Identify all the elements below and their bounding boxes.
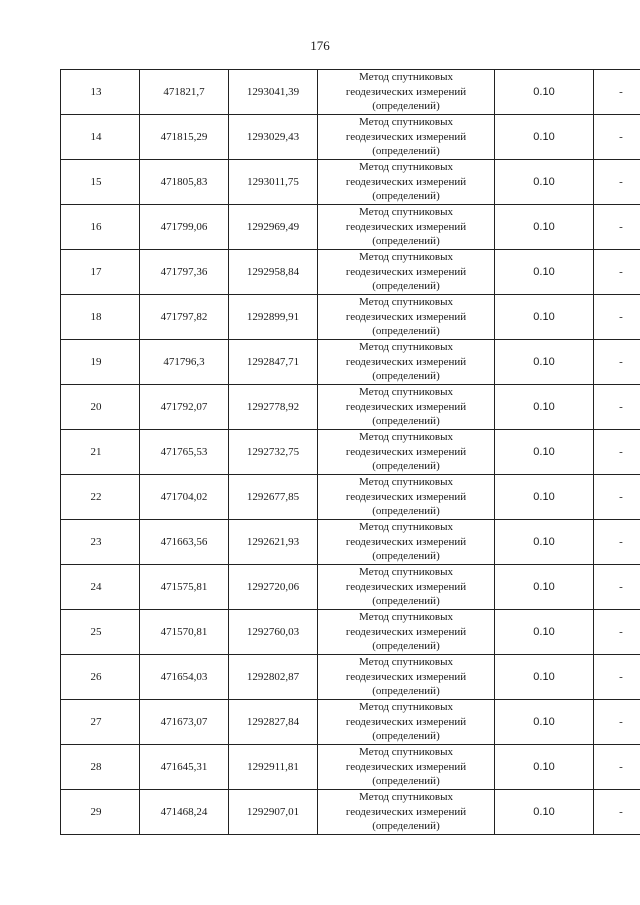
table-row [61,655,640,700]
method-text-line: Метод спутниковых [359,791,453,804]
table-row [61,475,640,520]
method-text-line: геодезических измерений [345,760,467,773]
method-text-line: (определений) [372,460,440,473]
note-cell: - [594,565,640,610]
method-cell [318,115,495,160]
note-cell: - [594,430,640,475]
x-coordinate-cell: 471673,07 [140,700,229,745]
table-row [61,250,640,295]
method-text-line: (определений) [372,685,440,698]
method-text-line: (определений) [372,730,440,743]
method-text-line: (определений) [372,820,440,833]
note-cell: - [594,295,640,340]
accuracy-cell: 0.10 [495,700,594,745]
table-row [61,160,640,205]
y-coordinate-cell: 1292720,06 [229,565,318,610]
method-cell [318,70,495,115]
accuracy-cell: 0.10 [495,70,594,115]
x-coordinate-cell: 471799,06 [140,205,229,250]
x-coordinate-cell: 471468,24 [140,790,229,835]
method-text-line: (определений) [372,100,440,113]
method-cell [318,700,495,745]
method-text-line: Метод спутниковых [359,296,453,309]
x-coordinate-cell: 471797,36 [140,250,229,295]
x-coordinate-cell: 471815,29 [140,115,229,160]
note-cell: - [594,250,640,295]
method-text-line: геодезических измерений [345,85,467,98]
method-text-line: геодезических измерений [345,175,467,188]
method-text-line: геодезических измерений [345,130,467,143]
y-coordinate-cell: 1293029,43 [229,115,318,160]
y-coordinate-cell: 1293041,39 [229,70,318,115]
method-text-line: (определений) [372,505,440,518]
note-cell: - [594,340,640,385]
point-number-cell: 28 [61,745,140,790]
table-row [61,385,640,430]
table-row [61,430,640,475]
accuracy-cell: 0.10 [495,745,594,790]
table-row [61,700,640,745]
method-text-line: геодезических измерений [345,580,467,593]
y-coordinate-cell: 1292969,49 [229,205,318,250]
x-coordinate-cell: 471797,82 [140,295,229,340]
note-cell: - [594,160,640,205]
method-text-line: геодезических измерений [345,265,467,278]
note-cell: - [594,385,640,430]
note-cell: - [594,700,640,745]
note-cell: - [594,475,640,520]
coordinates-table-body [61,70,640,835]
accuracy-cell: 0.10 [495,340,594,385]
method-text-line: Метод спутниковых [359,386,453,399]
method-text-line: геодезических измерений [345,400,467,413]
method-text-line: (определений) [372,550,440,563]
point-number-cell: 25 [61,610,140,655]
method-cell [318,790,495,835]
x-coordinate-cell: 471704,02 [140,475,229,520]
method-cell [318,295,495,340]
accuracy-cell: 0.10 [495,295,594,340]
method-text-line: геодезических измерений [345,670,467,683]
point-number-cell: 18 [61,295,140,340]
method-text-line: геодезических измерений [345,490,467,503]
accuracy-cell: 0.10 [495,250,594,295]
table-row [61,115,640,160]
accuracy-cell: 0.10 [495,205,594,250]
y-coordinate-cell: 1292899,91 [229,295,318,340]
point-number-cell: 19 [61,340,140,385]
method-text-line: Метод спутниковых [359,251,453,264]
method-text-line: (определений) [372,775,440,788]
note-cell: - [594,70,640,115]
method-text-line: (определений) [372,145,440,158]
y-coordinate-cell: 1292778,92 [229,385,318,430]
method-text-line: Метод спутниковых [359,116,453,129]
note-cell: - [594,655,640,700]
table-row [61,340,640,385]
note-cell: - [594,205,640,250]
method-text-line: (определений) [372,190,440,203]
table-row [61,565,640,610]
method-text-line: Метод спутниковых [359,161,453,174]
coordinates-table [60,69,640,835]
x-coordinate-cell: 471663,56 [140,520,229,565]
method-cell [318,655,495,700]
y-coordinate-cell: 1292907,01 [229,790,318,835]
table-row [61,610,640,655]
accuracy-cell: 0.10 [495,520,594,565]
accuracy-cell: 0.10 [495,655,594,700]
method-text-line: Метод спутниковых [359,521,453,534]
accuracy-cell: 0.10 [495,160,594,205]
method-cell [318,205,495,250]
x-coordinate-cell: 471765,53 [140,430,229,475]
table-row [61,520,640,565]
y-coordinate-cell: 1292621,93 [229,520,318,565]
note-cell: - [594,790,640,835]
y-coordinate-cell: 1292802,87 [229,655,318,700]
note-cell: - [594,610,640,655]
point-number-cell: 16 [61,205,140,250]
note-cell: - [594,115,640,160]
accuracy-cell: 0.10 [495,115,594,160]
y-coordinate-cell: 1292847,71 [229,340,318,385]
note-cell: - [594,745,640,790]
method-cell [318,340,495,385]
method-text-line: Метод спутниковых [359,746,453,759]
method-cell [318,745,495,790]
x-coordinate-cell: 471805,83 [140,160,229,205]
point-number-cell: 24 [61,565,140,610]
y-coordinate-cell: 1292677,85 [229,475,318,520]
point-number-cell: 23 [61,520,140,565]
table-row [61,295,640,340]
method-cell [318,430,495,475]
point-number-cell: 27 [61,700,140,745]
page-number: 176 [310,38,330,53]
table-row [61,790,640,835]
table-row [61,70,640,115]
method-text-line: геодезических измерений [345,625,467,638]
method-text-line: геодезических измерений [345,805,467,818]
point-number-cell: 29 [61,790,140,835]
x-coordinate-cell: 471654,03 [140,655,229,700]
y-coordinate-cell: 1292732,75 [229,430,318,475]
method-cell [318,385,495,430]
method-text-line: геодезических измерений [345,445,467,458]
method-cell [318,565,495,610]
method-text-line: (определений) [372,415,440,428]
y-coordinate-cell: 1293011,75 [229,160,318,205]
accuracy-cell: 0.10 [495,565,594,610]
point-number-cell: 26 [61,655,140,700]
x-coordinate-cell: 471792,07 [140,385,229,430]
method-cell [318,610,495,655]
x-coordinate-cell: 471645,31 [140,745,229,790]
method-text-line: геодезических измерений [345,715,467,728]
x-coordinate-cell: 471570,81 [140,610,229,655]
point-number-cell: 22 [61,475,140,520]
table-row [61,205,640,250]
accuracy-cell: 0.10 [495,790,594,835]
point-number-cell: 17 [61,250,140,295]
method-cell [318,160,495,205]
method-text-line: геодезических измерений [345,310,467,323]
point-number-cell: 15 [61,160,140,205]
method-cell [318,475,495,520]
accuracy-cell: 0.10 [495,475,594,520]
method-text-line: Метод спутниковых [359,206,453,219]
method-cell [318,250,495,295]
method-text-line: Метод спутниковых [359,566,453,579]
method-text-line: Метод спутниковых [359,341,453,354]
method-text-line: (определений) [372,640,440,653]
method-text-line: Метод спутниковых [359,476,453,489]
accuracy-cell: 0.10 [495,430,594,475]
point-number-cell: 20 [61,385,140,430]
method-text-line: (определений) [372,325,440,338]
method-text-line: геодезических измерений [345,220,467,233]
method-text-line: Метод спутниковых [359,431,453,444]
point-number-cell: 13 [61,70,140,115]
method-text-line: геодезических измерений [345,535,467,548]
method-text-line: (определений) [372,235,440,248]
y-coordinate-cell: 1292958,84 [229,250,318,295]
x-coordinate-cell: 471821,7 [140,70,229,115]
method-text-line: (определений) [372,370,440,383]
y-coordinate-cell: 1292760,03 [229,610,318,655]
x-coordinate-cell: 471575,81 [140,565,229,610]
y-coordinate-cell: 1292911,81 [229,745,318,790]
method-text-line: (определений) [372,595,440,608]
method-text-line: геодезических измерений [345,355,467,368]
method-text-line: Метод спутниковых [359,656,453,669]
method-text-line: (определений) [372,280,440,293]
point-number-cell: 14 [61,115,140,160]
method-text-line: Метод спутниковых [359,71,453,84]
method-text-line: Метод спутниковых [359,611,453,624]
y-coordinate-cell: 1292827,84 [229,700,318,745]
accuracy-cell: 0.10 [495,385,594,430]
method-cell [318,520,495,565]
note-cell: - [594,520,640,565]
x-coordinate-cell: 471796,3 [140,340,229,385]
point-number-cell: 21 [61,430,140,475]
table-row [61,745,640,790]
accuracy-cell: 0.10 [495,610,594,655]
method-text-line: Метод спутниковых [359,701,453,714]
